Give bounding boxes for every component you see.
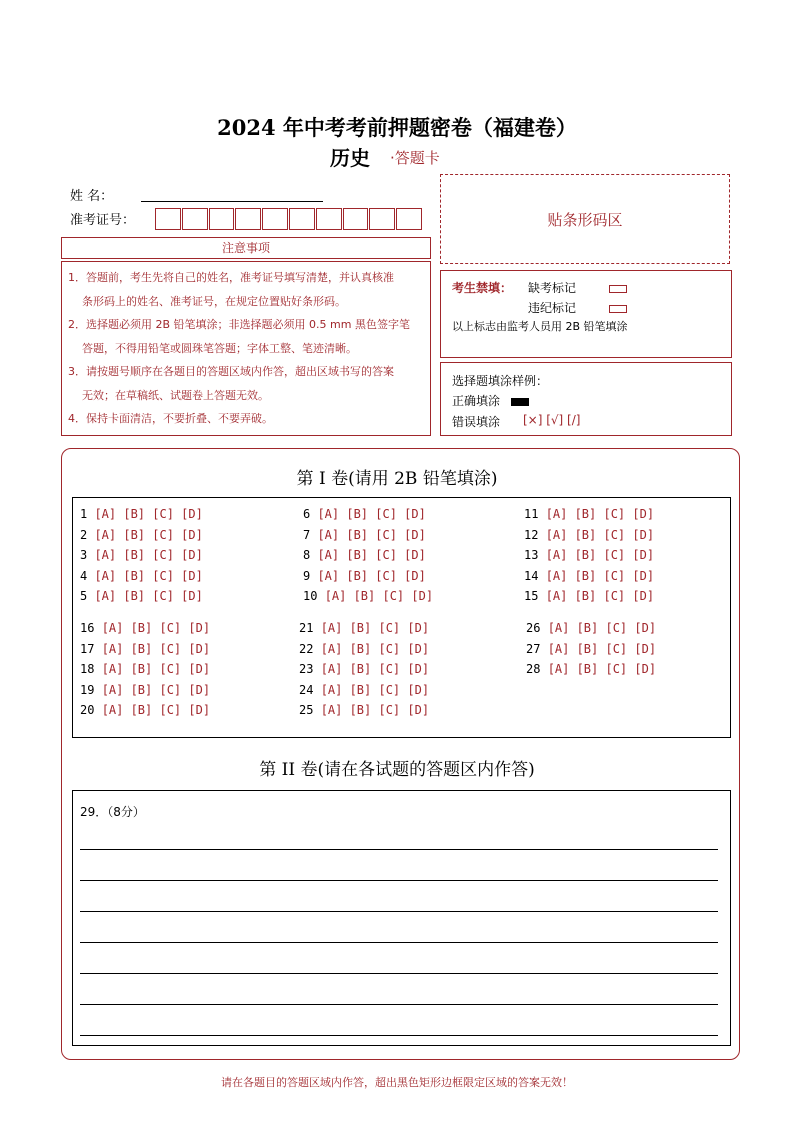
question-number: 6: [303, 507, 318, 521]
question-number: 26: [526, 621, 548, 635]
answer-options[interactable]: [A] [B] [C] [D]: [545, 527, 655, 542]
part1-title: 第 I 卷(请用 2B 铅笔填涂): [296, 469, 498, 489]
choice-question-row[interactable]: [524, 548, 654, 562]
choice-question-row[interactable]: [80, 683, 210, 697]
answer-line[interactable]: [80, 849, 718, 850]
question-number: 1: [80, 507, 95, 521]
choice-question-row[interactable]: [526, 621, 656, 635]
question-number: 23: [299, 662, 321, 677]
notice-item: 2．选择题必须用 2B 铅笔填涂；非选择题必须用 0.5 mm 黑色签字笔: [68, 318, 410, 331]
subject-title: 历史: [330, 146, 370, 170]
choice-question-row[interactable]: [299, 683, 429, 697]
choice-question-row[interactable]: [80, 548, 203, 562]
answer-options[interactable]: [A] [B] [C] [D]: [101, 662, 211, 677]
answer-line[interactable]: [80, 942, 718, 943]
question-number: 12: [524, 527, 546, 542]
question-number: 10: [303, 589, 325, 604]
choice-question-row[interactable]: [303, 589, 433, 603]
notice-item: 3．请按题号顺序在各题目的答题区域内作答，超出区域书写的答案: [68, 365, 394, 378]
absent-label: 缺考标记: [528, 281, 577, 295]
question-number: 3: [80, 548, 95, 563]
forbid-label: 考生禁填：: [452, 281, 513, 295]
answer-options[interactable]: [A] [B] [C] [D]: [317, 507, 426, 521]
choice-question-row[interactable]: [303, 569, 426, 583]
violation-mark-box[interactable]: [609, 305, 627, 313]
question-number: 11: [524, 507, 546, 521]
question-number: 13: [524, 548, 546, 563]
answer-line[interactable]: [80, 911, 718, 912]
question-29-label: 29．（8分）: [80, 805, 145, 819]
violation-label: 违纪标记: [528, 301, 577, 315]
answer-line[interactable]: [80, 880, 718, 881]
choice-question-row[interactable]: [299, 642, 429, 656]
name-field[interactable]: [141, 200, 323, 202]
notice-box: [61, 261, 431, 436]
question-number: 20: [80, 703, 102, 718]
choice-question-row[interactable]: [299, 662, 429, 676]
answer-options[interactable]: [A] [B] [C] [D]: [101, 703, 211, 718]
answer-options[interactable]: [A] [B] [C] [D]: [320, 641, 430, 656]
choice-question-row[interactable]: [303, 548, 426, 562]
notice-item: 无效；在草稿纸、试题卷上答题无效。: [82, 388, 269, 402]
sample-title: 选择题填涂样例：: [452, 374, 549, 388]
answer-options[interactable]: [A] [B] [C] [D]: [324, 589, 434, 604]
answer-line[interactable]: [80, 973, 718, 974]
id-number-boxes[interactable]: [155, 208, 423, 230]
question-number: 9: [303, 568, 318, 583]
examiner-only-box: [440, 270, 732, 358]
question-number: 21: [299, 621, 321, 635]
barcode-area: 贴条形码区: [440, 174, 730, 264]
wrong-fill-marks: [×] [√] [/]: [523, 413, 581, 427]
exam-title: 2024 年中考考前押题密卷（福建卷）: [217, 115, 577, 140]
question-number: 4: [80, 568, 95, 583]
question-number: 7: [303, 527, 318, 542]
answer-options[interactable]: [A] [B] [C] [D]: [94, 568, 203, 583]
choice-question-row[interactable]: [299, 703, 429, 717]
question-number: 17: [80, 641, 102, 656]
notice-item: 4．保持卡面清洁，不要折叠、不要弄破。: [68, 412, 273, 425]
fill-sample-box: [440, 362, 732, 436]
correct-fill-mark: [511, 398, 529, 406]
id-label: 准考证号：: [70, 213, 136, 228]
answer-options[interactable]: [A] [B] [C] [D]: [320, 662, 430, 677]
choice-question-row[interactable]: [80, 569, 203, 583]
question-number: 14: [524, 568, 546, 583]
choice-question-row[interactable]: [303, 528, 426, 542]
question-number: 2: [80, 527, 95, 542]
notice-title: 注意事项: [61, 237, 431, 259]
choice-question-row[interactable]: [80, 642, 210, 656]
choice-question-row[interactable]: [80, 662, 210, 676]
answer-options[interactable]: [A] [B] [C] [D]: [101, 621, 211, 635]
answer-line[interactable]: [80, 1004, 718, 1005]
question-number: 24: [299, 682, 321, 697]
notice-item: 条形码上的姓名、准考证号，在规定位置贴好条形码。: [82, 294, 346, 308]
question-29-box[interactable]: [72, 790, 731, 1046]
answer-options[interactable]: [A] [B] [C] [D]: [545, 568, 655, 583]
choice-question-row[interactable]: [299, 621, 429, 635]
name-label: 姓 名：: [70, 189, 114, 204]
question-number: 25: [299, 703, 321, 718]
answer-options[interactable]: [A] [B] [C] [D]: [94, 589, 203, 604]
footer-warning: 请在各题目的答题区域内作答，超出黑色矩形边框限定区域的答案无效！: [221, 1076, 573, 1089]
choice-question-row[interactable]: [524, 528, 654, 542]
answer-options[interactable]: [A] [B] [C] [D]: [317, 527, 426, 542]
question-number: 8: [303, 548, 318, 563]
answer-options[interactable]: [A] [B] [C] [D]: [547, 662, 657, 677]
choice-question-row[interactable]: [303, 507, 426, 521]
answer-options[interactable]: [A] [B] [C] [D]: [101, 641, 211, 656]
answer-options[interactable]: [A] [B] [C] [D]: [545, 589, 655, 604]
correct-label: 正确填涂: [452, 394, 501, 408]
question-number: 27: [526, 641, 548, 656]
question-number: 15: [524, 589, 546, 604]
choice-question-row[interactable]: [80, 528, 203, 542]
answer-options[interactable]: [A] [B] [C] [D]: [320, 703, 430, 718]
wrong-label: 错误填涂: [452, 415, 501, 429]
notice-item: 1．答题前，考生先将自己的姓名，准考证号填写清楚，并认真核准: [68, 271, 394, 284]
answer-options[interactable]: [A] [B] [C] [D]: [94, 507, 203, 521]
choice-question-row[interactable]: [80, 703, 210, 717]
question-number: 16: [80, 621, 102, 635]
answer-options[interactable]: [A] [B] [C] [D]: [547, 641, 657, 656]
answer-options[interactable]: [A] [B] [C] [D]: [317, 548, 426, 563]
question-number: 28: [526, 662, 548, 677]
answer-options[interactable]: [A] [B] [C] [D]: [547, 621, 657, 635]
choice-question-row[interactable]: [526, 662, 656, 676]
question-number: 19: [80, 682, 102, 697]
subject-subtitle: ·答题卡: [390, 149, 440, 167]
choice-question-row[interactable]: [80, 621, 210, 635]
part2-title: 第 II 卷(请在各试题的答题区内作答): [259, 760, 535, 780]
question-number: 22: [299, 641, 321, 656]
absent-mark-box[interactable]: [609, 285, 627, 293]
answer-options[interactable]: [A] [B] [C] [D]: [320, 682, 430, 697]
answer-options[interactable]: [A] [B] [C] [D]: [545, 548, 655, 563]
notice-item: 答题，不得用铅笔或圆珠笔答题；字体工整、笔迹清晰。: [82, 341, 357, 355]
choice-question-row[interactable]: [524, 507, 654, 521]
answer-options[interactable]: [A] [B] [C] [D]: [317, 568, 426, 583]
choice-question-row[interactable]: [524, 569, 654, 583]
answer-options[interactable]: [A] [B] [C] [D]: [545, 507, 655, 521]
answer-line[interactable]: [80, 1035, 718, 1036]
answer-options[interactable]: [A] [B] [C] [D]: [94, 527, 203, 542]
question-number: 18: [80, 662, 102, 677]
answer-options[interactable]: [A] [B] [C] [D]: [320, 621, 430, 635]
answer-options[interactable]: [A] [B] [C] [D]: [101, 682, 211, 697]
choice-question-row[interactable]: [524, 589, 654, 603]
question-number: 5: [80, 589, 95, 604]
answer-options[interactable]: [A] [B] [C] [D]: [94, 548, 203, 563]
choice-question-row[interactable]: [80, 589, 203, 603]
choice-question-row[interactable]: [80, 507, 203, 521]
forbid-note: 以上标志由监考人员用 2B 铅笔填涂: [452, 320, 628, 333]
choice-question-row[interactable]: [526, 642, 656, 656]
